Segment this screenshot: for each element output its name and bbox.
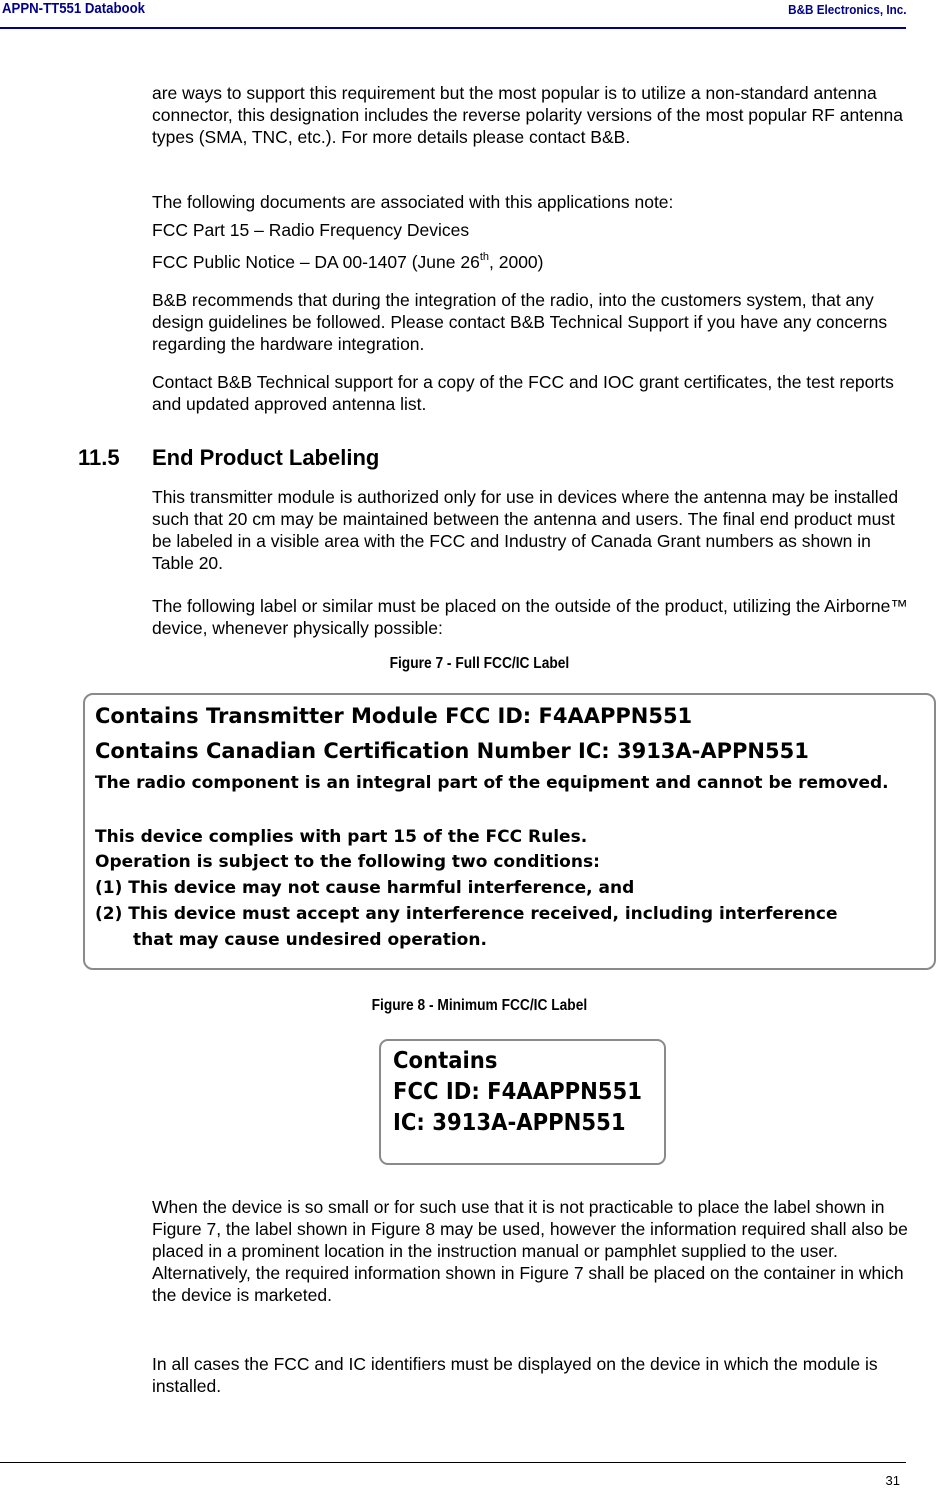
paragraph-contact-support: Contact B&B Technical support for a copy of the FCC and IOC grant certificates, the test reports and updated approved antenna list. xyxy=(152,372,894,414)
paragraph-small-device: When the device is so small or for such use that it is not practicable to place the label shown in Figure 7, the label shown in Figure 8 may be used, however the information required shall also be placed in a prominent location in the instruction manual or pamphlet supplied to the user. Alternatively, the required information shown in Figure 7 shall be placed on the container in which the device is marketed. xyxy=(152,1197,908,1305)
paragraph-authorization: This transmitter module is authorized only for use in devices where the antenna may be installed such that 20 cm may be maintained between the antenna and users. The final end product must be labeled in a visible area with the FCC and Industry of Canada Grant numbers as shown in Table 20. xyxy=(152,487,899,573)
paragraph-identifiers: In all cases the FCC and IC identifiers must be displayed on the device in which the module is installed. xyxy=(152,1354,878,1396)
paragraph-design-guidelines: B&B recommends that during the integration of the radio, into the customers system, that any design guidelines be followed. Please contact B&B Technical Support if you have any concerns regarding the hardware integration. xyxy=(152,290,888,354)
min-label-contains: Contains xyxy=(393,1048,498,1074)
label-condition-2-cont: that may cause undesired operation. xyxy=(133,930,487,950)
label-condition-1: (1) This device may not cause harmful interference, and xyxy=(95,878,635,898)
ordinal-suffix: th xyxy=(479,251,489,264)
min-label-ic: IC: 3913A-APPN551 xyxy=(393,1110,626,1136)
figure-8-caption: Figure 8 - Minimum FCC/IC Label xyxy=(371,997,588,1014)
label-conditions-line: Operation is subject to the following two conditions: xyxy=(95,852,600,872)
company-name: B&B Electronics, Inc. xyxy=(787,2,906,17)
figure-7-caption: Figure 7 - Full FCC/IC Label xyxy=(389,655,570,672)
min-label-fcc-id: FCC ID: F4AAPPN551 xyxy=(393,1079,642,1105)
footer-rule xyxy=(0,1462,906,1463)
label-ic-line: Contains Canadian Certification Number IC: 3913A-APPN551 xyxy=(95,739,809,763)
paragraph-associated-docs: The following documents are associated with this applications note: xyxy=(152,192,674,212)
doc-fcc-public-notice xyxy=(152,251,912,273)
public-notice-year: , 2000) xyxy=(489,252,544,272)
label-integral-line: The radio component is an integral part of the equipment and cannot be removed. xyxy=(95,773,889,793)
full-fcc-ic-label xyxy=(83,693,936,970)
section-number: 11.5 xyxy=(78,445,120,470)
document-title: APPN-TT551 Databook xyxy=(2,0,146,17)
page-number: 31 xyxy=(885,1473,900,1488)
section-title: End Product Labeling xyxy=(152,445,380,470)
public-notice-text: FCC Public Notice – DA 00-1407 (June 26 xyxy=(152,252,480,272)
label-fcc-id-line: Contains Transmitter Module FCC ID: F4AAPPN551 xyxy=(95,704,693,728)
label-part15-line: This device complies with part 15 of the FCC Rules. xyxy=(95,827,588,847)
doc-fcc-part-15: FCC Part 15 – Radio Frequency Devices xyxy=(152,220,470,240)
paragraph-antenna-connector: are ways to support this requirement but the most popular is to utilize a non-standard antenna connector, this designation includes the reverse polarity versions of the most popular RF antenna types (SMA, TNC, etc.). For more details please contact B&B. xyxy=(152,83,903,147)
header-rule xyxy=(0,27,906,29)
label-condition-2: (2) This device must accept any interference received, including interference xyxy=(95,904,838,924)
paragraph-label-placement: The following label or similar must be placed on the outside of the product, utilizing the Airborne™ device, whenever physically possible: xyxy=(152,596,908,638)
minimum-fcc-ic-label xyxy=(379,1039,666,1165)
